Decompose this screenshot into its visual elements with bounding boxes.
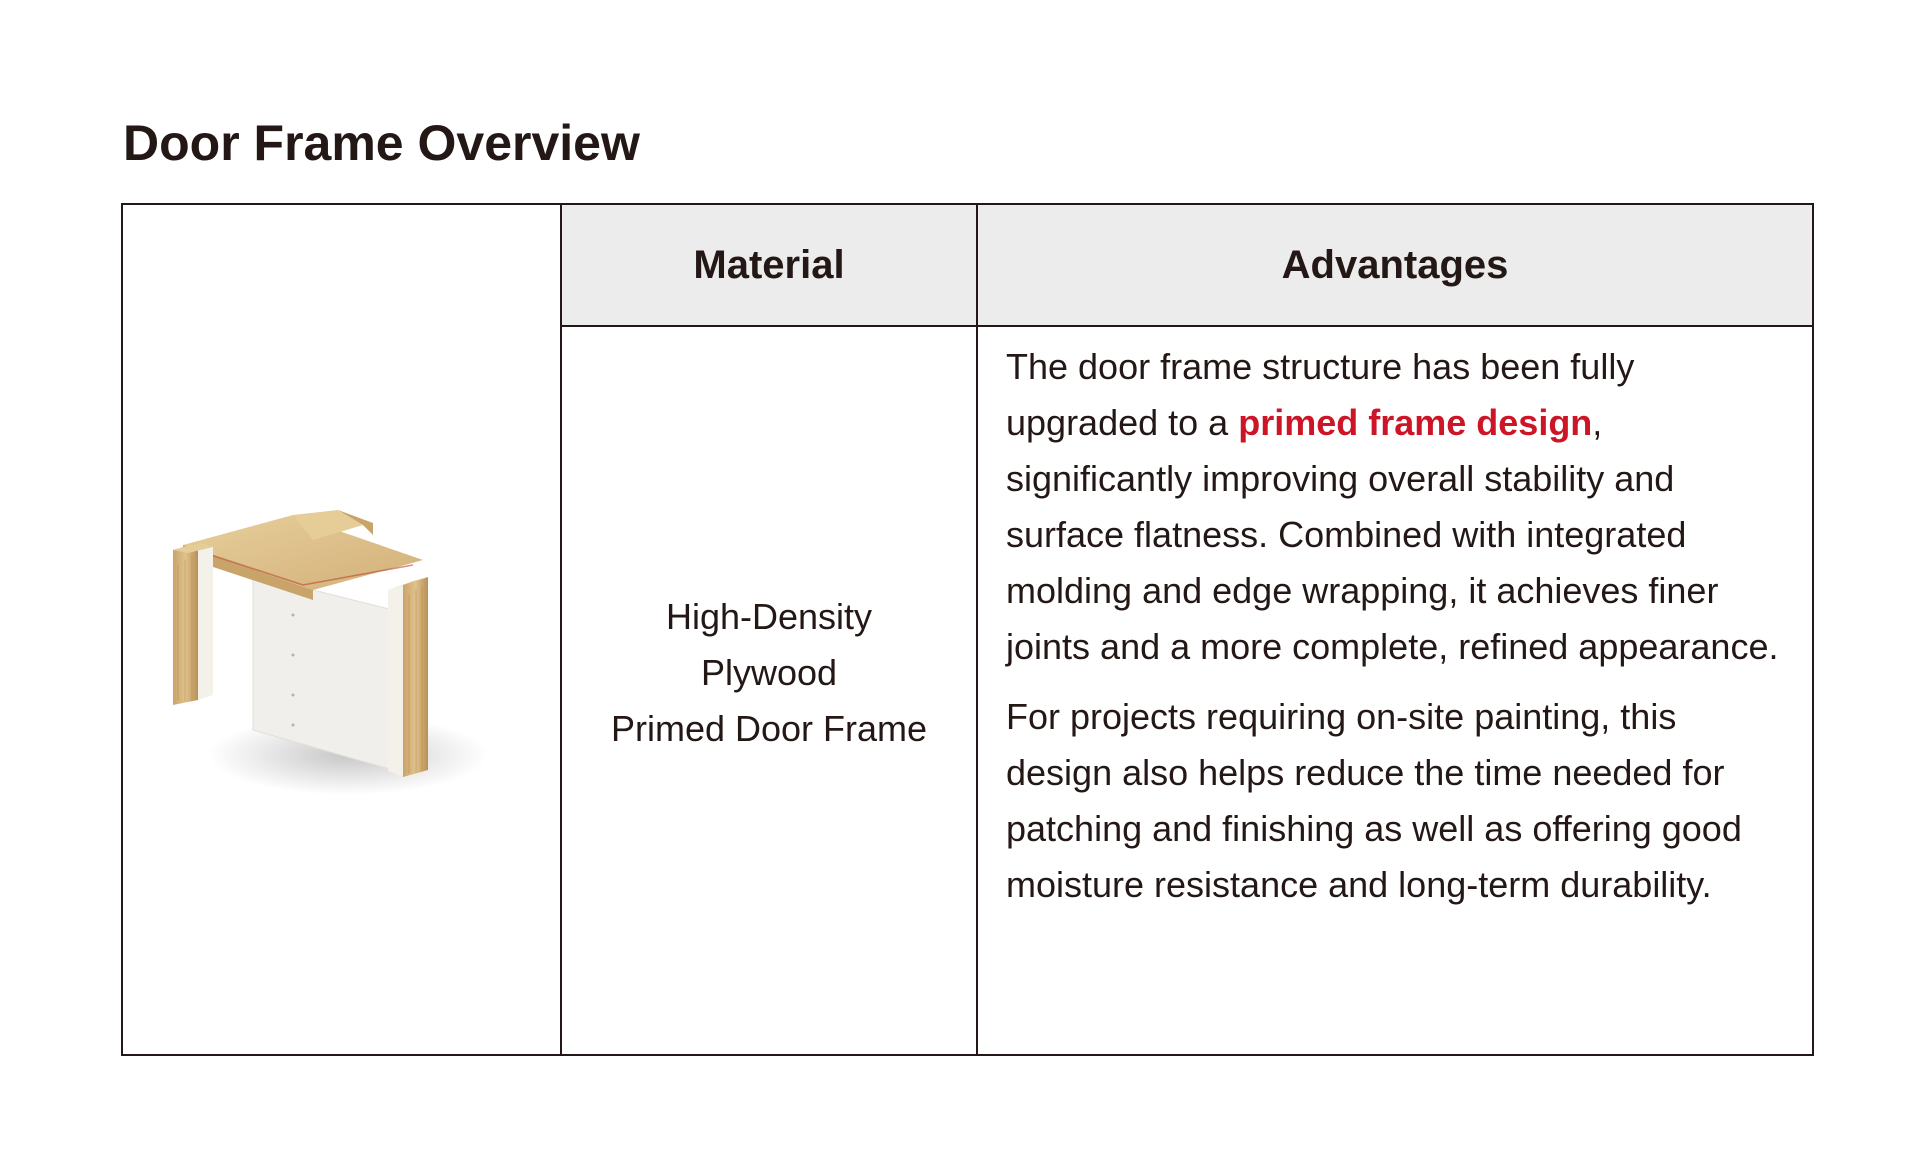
advantages-paragraph-1: [1006, 339, 1792, 675]
advantages-header: Advantages: [1281, 243, 1509, 287]
advantages-text: [1006, 339, 1792, 927]
door-frame-illustration: [163, 505, 503, 815]
material-line: Primed Door Frame: [610, 708, 928, 749]
advantages-paragraph-2: For projects requiring on-site painting, this design also helps reduce the time needed for patching and finishing as well as offering good moisture resistance and long-term durability.: [1006, 696, 1742, 905]
material-value: [562, 589, 976, 757]
highlight-text: primed frame design: [1238, 402, 1593, 443]
advantages-cell: [978, 327, 1812, 1054]
material-line: High-Density: [665, 596, 873, 637]
paragraph-text: The door frame structure has been fully upgraded to a: [1006, 346, 1635, 443]
product-image-cell: [123, 205, 562, 1054]
material-header: Material: [562, 205, 978, 325]
material-line: Plywood: [700, 652, 838, 693]
material-cell: [562, 327, 978, 1054]
paragraph-text: , significantly improving overall stability and surface flatness. Combined with integrated molding and edge wrapping, it achieves finer joints and a more complete, refined appearance.: [1006, 402, 1779, 667]
page-title: Door Frame Overview: [123, 115, 640, 171]
door-frame-table: [121, 203, 1814, 1056]
